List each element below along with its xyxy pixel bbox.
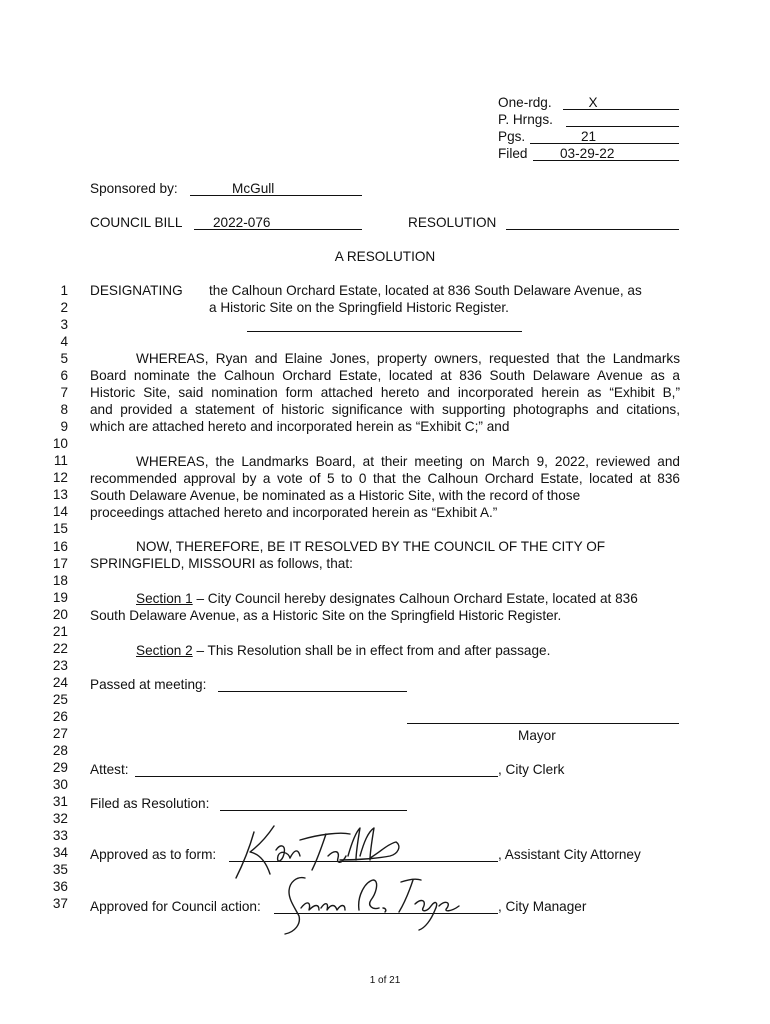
line-number: 4 [60, 334, 68, 350]
designating-keyword: DESIGNATING [90, 283, 183, 298]
council-bill-number: 2022-076 [213, 215, 271, 230]
attest-label: Attest: [90, 762, 129, 777]
line-number: 26 [52, 708, 68, 724]
section-1-text-line-2: South Delaware Avenue, as a Historic Site on the Springfield Historic Register. [90, 608, 562, 623]
city-clerk-label: , City Clerk [498, 762, 565, 777]
pgs-value: 21 [581, 129, 597, 144]
filed-value: 03-29-22 [560, 146, 615, 161]
council-bill-label: COUNCIL BILL [90, 215, 183, 230]
line-number: 10 [52, 436, 68, 452]
line-number: 19 [52, 589, 68, 605]
line-number: 7 [60, 385, 68, 401]
sponsored-by-label: Sponsored by: [90, 181, 178, 196]
paragraph-line: proceedings attached hereto and incorporated herein as “Exhibit A.” [90, 505, 498, 520]
filed-as-resolution-label: Filed as Resolution: [90, 796, 210, 811]
line-number: 30 [52, 776, 68, 792]
sponsor-line [190, 195, 362, 196]
p-hrngs-label: P. Hrngs. [498, 112, 553, 127]
page-number: 1 of 21 [369, 975, 401, 986]
line-number: 21 [52, 623, 68, 639]
document-title: A RESOLUTION [334, 249, 436, 264]
line-number: 16 [52, 538, 68, 554]
line-number: 1 [60, 283, 68, 298]
line-number: 2 [60, 300, 68, 315]
line-number: 15 [52, 521, 68, 537]
line-number: 37 [52, 896, 68, 912]
approved-as-to-form-label: Approved as to form: [90, 847, 217, 862]
line-number: 3 [60, 317, 68, 333]
paragraph-line: which are attached hereto and incorporated herein as “Exhibit C;” and [90, 419, 510, 434]
line-number: 29 [52, 759, 68, 775]
paragraph-line: WHEREAS, Ryan and Elaine Jones, property owners, requested that the Landmarks [136, 351, 680, 366]
city-manager-label: , City Manager [498, 899, 587, 914]
line-number: 27 [52, 725, 68, 741]
title-separator-line [247, 331, 522, 332]
resolution-label: RESOLUTION [408, 215, 497, 230]
section-1-heading: Section 1 [136, 591, 193, 606]
resolution-line [506, 229, 679, 230]
section-2-text: – This Resolution shall be in effect from and after passage. [192, 643, 551, 658]
line-number: 35 [52, 862, 68, 877]
pgs-label: Pgs. [498, 129, 526, 144]
line-number: 31 [52, 793, 68, 809]
section-2-heading: Section 2 [136, 643, 193, 658]
line-number: 9 [60, 419, 68, 435]
whereas-paragraph-1 [90, 350, 680, 435]
paragraph-line: WHEREAS, the Landmarks Board, at their meeting on March 9, 2022, reviewed and [136, 454, 680, 469]
line-number: 24 [52, 674, 68, 690]
line-number: 34 [52, 845, 68, 860]
paragraph-line: recommended approval by a vote of 5 to 0 that the Calhoun Orchard Estate, located at 836 [90, 471, 680, 486]
paragraph-line: SPRINGFIELD, MISSOURI as follows, that: [90, 556, 353, 571]
line-number: 6 [60, 368, 68, 384]
city-manager-signature [275, 870, 475, 936]
line-number: 11 [53, 453, 68, 469]
designating-line-1: the Calhoun Orchard Estate, located at 836 South Delaware Avenue, as [209, 283, 642, 298]
line-number: 20 [52, 606, 68, 622]
one-rdg-label: One-rdg. [498, 95, 552, 110]
passed-at-meeting-line [218, 691, 407, 692]
line-number: 5 [60, 351, 68, 367]
paragraph-line: NOW, THEREFORE, BE IT RESOLVED BY THE COUNCIL OF THE CITY OF [136, 539, 606, 554]
paragraph-line: Board nominate the Calhoun Orchard Estate, located at 836 South Delaware Avenue as a [90, 368, 680, 383]
section-2 [90, 642, 680, 659]
line-number: 32 [52, 810, 68, 826]
resolved-clause [90, 538, 680, 572]
filed-label: Filed [498, 146, 528, 161]
mayor-label: Mayor [518, 728, 556, 743]
section-1-text: – City Council hereby designates Calhoun Orchard Estate, located at 836 [192, 591, 638, 606]
one-rdg-value: X [588, 95, 598, 110]
filed-as-resolution-line [220, 810, 407, 811]
assistant-city-attorney-label: , Assistant City Attorney [498, 847, 641, 862]
line-number: 36 [52, 879, 68, 895]
mayor-signature-line [407, 723, 679, 724]
pgs-line [530, 143, 679, 144]
line-number: 12 [52, 470, 68, 486]
line-number: 22 [52, 640, 68, 656]
line-number: 18 [52, 572, 68, 588]
attest-line [135, 776, 498, 777]
paragraph-line: and provided a statement of historic significance with supporting photographs and citations, [90, 402, 680, 417]
section-1 [90, 590, 680, 624]
line-number: 28 [52, 742, 68, 758]
line-number: 25 [52, 691, 68, 707]
whereas-paragraph-2 [90, 453, 680, 521]
p-hrngs-line [566, 126, 679, 127]
line-number: 23 [52, 657, 68, 673]
approved-for-council-label: Approved for Council action: [90, 899, 261, 914]
designating-line-2: a Historic Site on the Springfield Historic Register. [209, 300, 509, 315]
sponsor-name: McGull [232, 181, 275, 196]
line-number: 33 [52, 828, 68, 843]
paragraph-line: Historic Site, said nomination form attached hereto and incorporated herein as “Exhibit B,” [90, 385, 680, 400]
passed-at-meeting-label: Passed at meeting: [90, 677, 207, 692]
line-number: 13 [52, 487, 68, 503]
line-number: 14 [52, 504, 68, 520]
line-number: 17 [52, 555, 68, 571]
paragraph-line: South Delaware Avenue, be nominated as a Historic Site, with the record of those [90, 488, 581, 503]
line-number: 8 [60, 402, 68, 418]
